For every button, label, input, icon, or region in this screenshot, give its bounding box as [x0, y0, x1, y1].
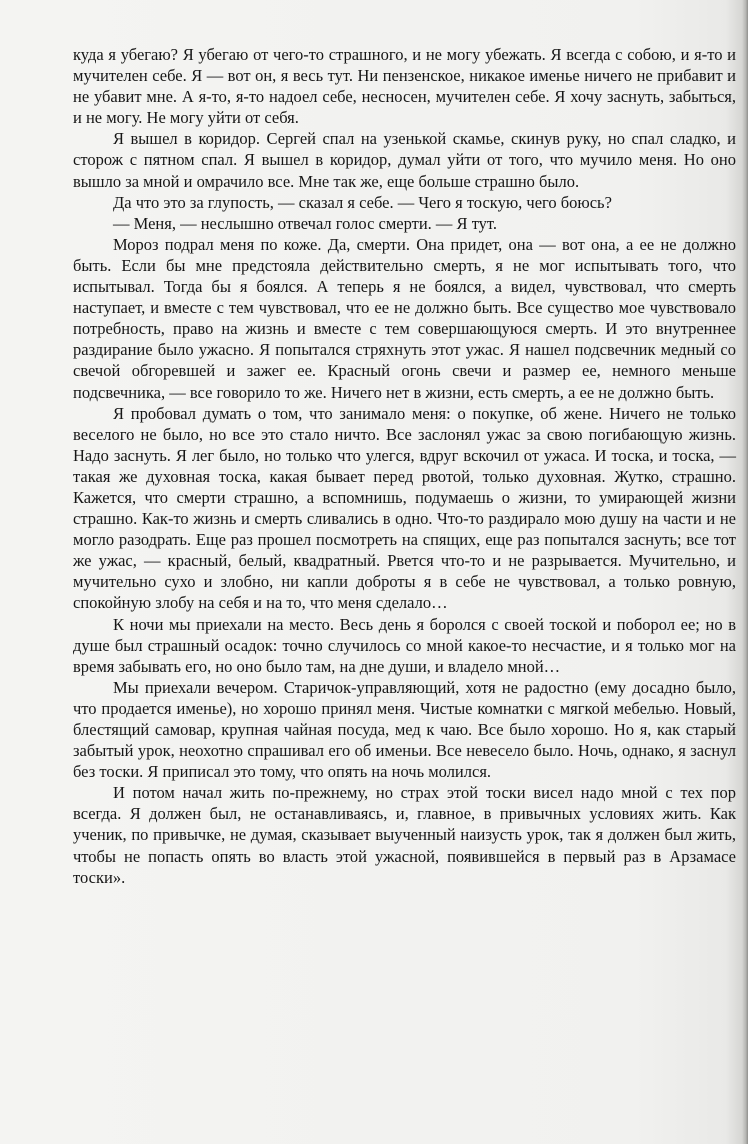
paragraph: Мороз подрал меня по коже. Да, смерти. Она придет, она — вот она, а ее не должно быть. Если бы мне предстояла действительно смерть, я не мог испытывать того, что испытывал. Тогда бы я боялся. А теперь я не боялся, а видел, чувствовал, что смерть наступает, и вместе с тем чувствовал, что ее не должно быть. Все существо мое чувствовало потребность, право на жизнь и вместе с тем совершающуюся смерть. И это внутреннее раздирание было ужасно. Я попытался стряхнуть этот ужас. Я нашел подсвечник медный со свечой обгоревшей и зажег ее. Красный огонь свечи и размер ее, немного меньше подсвечника, — все говорило то же. Ничего нет в жизни, есть смерть, а ее не должно быть.: [73, 234, 736, 402]
paragraph: Да что это за глупость, — сказал я себе. — Чего я тоскую, чего боюсь?: [113, 192, 612, 212]
paragraph: — Меня, — неслышно отвечал голос смерти. — Я тут.: [113, 213, 498, 233]
paragraph: куда я убегаю? Я убегаю от чего-то страшного, и не могу убежать. Я всегда с собою, и я-то и мучителен себе. Я — вот он, я весь тут. Ни пензенское, никакое именье ничего не прибавит и не убавит мне. А я-то, я-то надоел себе, несносен, мучителен себе. Я хочу заснуть, забыться, и не могу. Не могу уйти от себя.: [73, 45, 736, 128]
page-edge-shadow: [742, 0, 748, 1144]
paragraph: Мы приехали вечером. Старичок-управляющий, хотя не радостно (ему досадно было, что продается именье), но хорошо принял меня. Чистые комнатки с мягкой мебелью. Новый, блестящий самовар, крупная чайная посуда, мед к чаю. Все было хорошо. Но я, как старый забытый урок, неохотно спрашивал его об именьи. Все невесело было. Ночь, однако, я заснул без тоски. Я приписал это тому, что опять на ночь молился.: [73, 677, 736, 782]
paragraph: К ночи мы приехали на место. Весь день я боролся с своей тоской и поборол ее; но в душе был страшный осадок: точно случилось со мной какое-то несчастие, и я только мог на время забывать его, но оно было там, на дне души, и владело мной…: [73, 614, 736, 676]
paragraph: Я вышел в коридор. Сергей спал на узенькой скамье, скинув руку, но спал сладко, и сторож с пятном спал. Я вышел в коридор, думал уйти от того, что мучило меня. Но оно вышло за мной и омрачило все. Мне так же, еще больше страшно было.: [73, 129, 736, 191]
page-text: [73, 44, 736, 888]
paragraph: И потом начал жить по-прежнему, но страх этой тоски висел надо мной с тех пор всегда. Я должен был, не останавливаясь, и, главное, в привычных условиях жить. Как ученик, по привычке, не думая, сказывает выученный наизусть урок, так я должен был жить, чтобы не попасть опять во власть этой ужасной, появившейся в первый раз в Арзамасе тоски».: [73, 783, 736, 887]
paragraph: Я пробовал думать о том, что занимало меня: о покупке, об жене. Ничего не только веселого не было, но все это стало ничто. Все заслонял ужас за свою погибающую жизнь. Надо заснуть. Я лег было, но только что улегся, вдруг вскочил от ужаса. И тоска, и тоска, — такая же духовная тоска, какая бывает перед рвотой, только духовная. Жутко, страшно. Кажется, что смерти страшно, а вспомнишь, подумаешь о жизни, то умирающей жизни страшно. Как-то жизнь и смерть сливались в одно. Что-то раздирало мою душу на части и не могло разодрать. Еще раз прошел посмотреть на спящих, еще раз попытался заснуть; все тот же ужас, — красный, белый, квадратный. Рвется что-то и не разрывается. Мучительно, и мучительно сухо и злобно, ни капли доброты я в себе не чувствовал, а только ровную, спокойную злобу на себя и на то, что меня сделало…: [73, 403, 736, 613]
